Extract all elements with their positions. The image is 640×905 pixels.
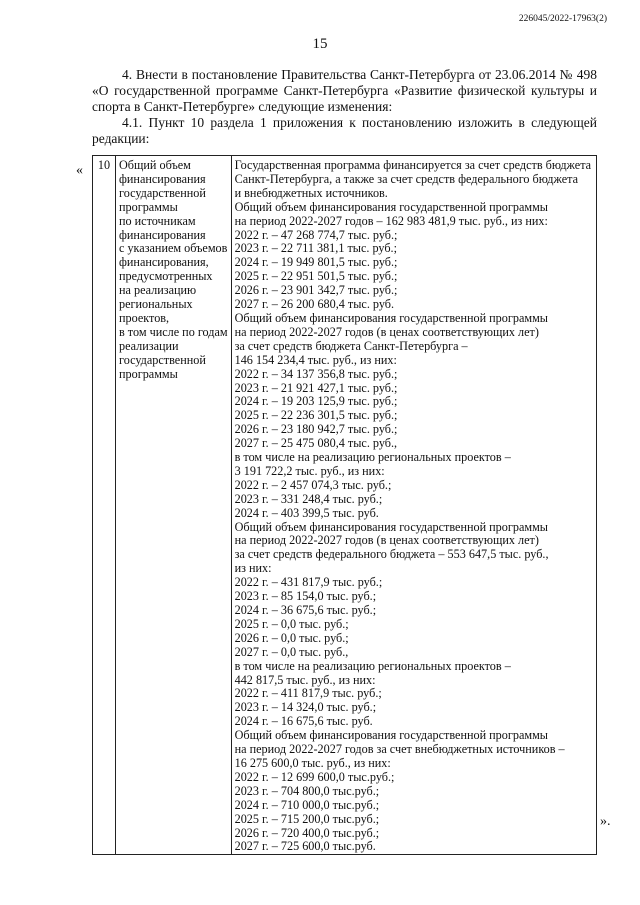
content-line: 2022 г. – 34 137 356,8 тыс. руб.; <box>234 366 398 381</box>
name-line: на реализацию <box>119 283 197 298</box>
content-line: 2024 г. – 19 949 801,5 тыс. руб.; <box>234 255 398 270</box>
content-line: 2024 г. – 36 675,6 тыс. руб.; <box>234 603 377 617</box>
name-line: Общий объем <box>119 158 191 172</box>
content-line: 442 817,5 тыс. руб., из них: <box>234 672 376 687</box>
content-line: на период 2022-2027 годов – 162 983 481,9 тыс. руб., из них: <box>234 213 548 228</box>
content-line: и внебюджетных источников. <box>234 185 388 200</box>
content-line: Общий объем финансирования государственной программы <box>234 519 548 534</box>
name-line: региональных <box>119 297 193 312</box>
content-line: 2023 г. – 14 324,0 тыс. руб.; <box>234 700 377 715</box>
page-number: 15 <box>312 36 328 52</box>
content-line: 2025 г. – 0,0 тыс. руб.; <box>234 616 349 631</box>
content-line: 2024 г. – 403 399,5 тыс. руб. <box>234 505 379 520</box>
name-line: государственной <box>119 352 206 367</box>
content-line: 2024 г. – 16 675,6 тыс. руб. <box>234 714 373 729</box>
content-line: Общий объем финансирования государственной программы <box>234 310 548 325</box>
name-line: финансирования <box>119 227 206 242</box>
content-line: 2025 г. – 715 200,0 тыс.руб.; <box>234 811 380 826</box>
paragraph-amendment: 4. Внести в постановление Правительства Санкт-Петербурга от 23.06.2014 № 498 «О государственной программе Санкт-Петербурга «Развитие физической культуры и спорта в Санкт-Петербурге» следующие изменения: <box>92 67 597 114</box>
name-line: программы <box>119 199 178 214</box>
name-line: с указанием объемов <box>119 241 228 256</box>
content-line: на период 2022-2027 годов (в ценах соответствующих лет) <box>234 324 539 339</box>
paragraph-subitem: 4.1. Пункт 10 раздела 1 приложения к постановлению изложить в следующей редакции: <box>92 115 597 146</box>
content-line: 2023 г. – 21 921 427,1 тыс. руб.; <box>234 380 398 395</box>
content-line: на период 2022-2027 годов (в ценах соответствующих лет) <box>234 533 539 548</box>
content-line: Санкт-Петербурга, а также за счет средств федерального бюджета <box>234 171 578 186</box>
content-line: 2023 г. – 704 800,0 тыс.руб.; <box>234 783 380 798</box>
content-line: 16 275 600,0 тыс. руб., из них: <box>234 755 391 770</box>
content-line: Общий объем финансирования государственной программы <box>234 199 548 214</box>
name-line: реализации <box>119 338 179 353</box>
name-line: государственной <box>119 185 206 200</box>
row-content-cell <box>231 156 596 855</box>
content-line: 2026 г. – 23 180 942,7 тыс. руб.; <box>234 422 398 437</box>
content-line: 2022 г. – 47 268 774,7 тыс. руб.; <box>234 227 398 242</box>
content-line: Общий объем финансирования государственной программы <box>234 728 548 743</box>
row-name-cell <box>116 156 232 855</box>
content-line: 2023 г. – 331 248,4 тыс. руб.; <box>234 491 383 506</box>
name-line: по источникам <box>119 213 196 228</box>
row-number-cell: 10 <box>93 156 116 855</box>
content-line: 2024 г. – 710 000,0 тыс.руб.; <box>234 797 380 812</box>
name-line: проектов, <box>119 310 170 325</box>
content-line: 2024 г. – 19 203 125,9 тыс. руб.; <box>234 394 398 409</box>
content-line: 2027 г. – 725 600,0 тыс.руб. <box>234 839 376 854</box>
content-line: 2026 г. – 720 400,0 тыс.руб.; <box>234 825 380 840</box>
content-line: 2023 г. – 85 154,0 тыс. руб.; <box>234 589 377 604</box>
content-line: 2022 г. – 411 817,9 тыс. руб.; <box>234 686 382 701</box>
document-id: 226045/2022-17963(2) <box>518 14 607 24</box>
name-line: в том числе по годам <box>119 324 228 339</box>
content-line: в том числе на реализацию региональных проектов – <box>234 658 511 673</box>
name-line: финансирования <box>119 171 206 186</box>
content-line: 2027 г. – 0,0 тыс. руб., <box>234 644 349 659</box>
content-line: 2027 г. – 25 475 080,4 тыс. руб., <box>234 436 398 451</box>
content-line: 2022 г. – 12 699 600,0 тыс.руб.; <box>234 769 395 784</box>
content-line: 2022 г. – 2 457 074,3 тыс. руб.; <box>234 477 392 492</box>
content-line: 2023 г. – 22 711 381,1 тыс. руб.; <box>234 241 397 256</box>
content-line: Государственная программа финансируется за счет средств бюджета <box>234 158 592 172</box>
content-line: 146 154 234,4 тыс. руб., из них: <box>234 352 397 367</box>
content-line: 3 191 722,2 тыс. руб., из них: <box>234 463 385 478</box>
content-line: 2026 г. – 23 901 342,7 тыс. руб.; <box>234 283 398 298</box>
content-line: 2027 г. – 26 200 680,4 тыс. руб. <box>234 297 395 312</box>
content-line: из них: <box>234 561 272 576</box>
closing-quote: ». <box>600 814 611 829</box>
name-line: предусмотренных <box>119 269 213 284</box>
content-line: 2025 г. – 22 951 501,5 тыс. руб.; <box>234 269 398 284</box>
table-row <box>93 156 597 855</box>
name-line: финансирования, <box>119 255 209 270</box>
content-line: 2026 г. – 0,0 тыс. руб.; <box>234 630 349 645</box>
content-line: 2022 г. – 431 817,9 тыс. руб.; <box>234 575 383 590</box>
content-line: 2025 г. – 22 236 301,5 тыс. руб.; <box>234 408 398 423</box>
content-line: в том числе на реализацию региональных проектов – <box>234 450 511 465</box>
opening-quote: « <box>76 163 83 178</box>
program-funding-table <box>92 155 597 855</box>
name-line: программы <box>119 366 178 381</box>
content-line: за счет средств бюджета Санкт-Петербурга – <box>234 338 468 353</box>
content-line: за счет средств федерального бюджета – 553 647,5 тыс. руб., <box>234 547 549 562</box>
content-line: на период 2022-2027 годов за счет внебюджетных источников – <box>234 742 565 757</box>
